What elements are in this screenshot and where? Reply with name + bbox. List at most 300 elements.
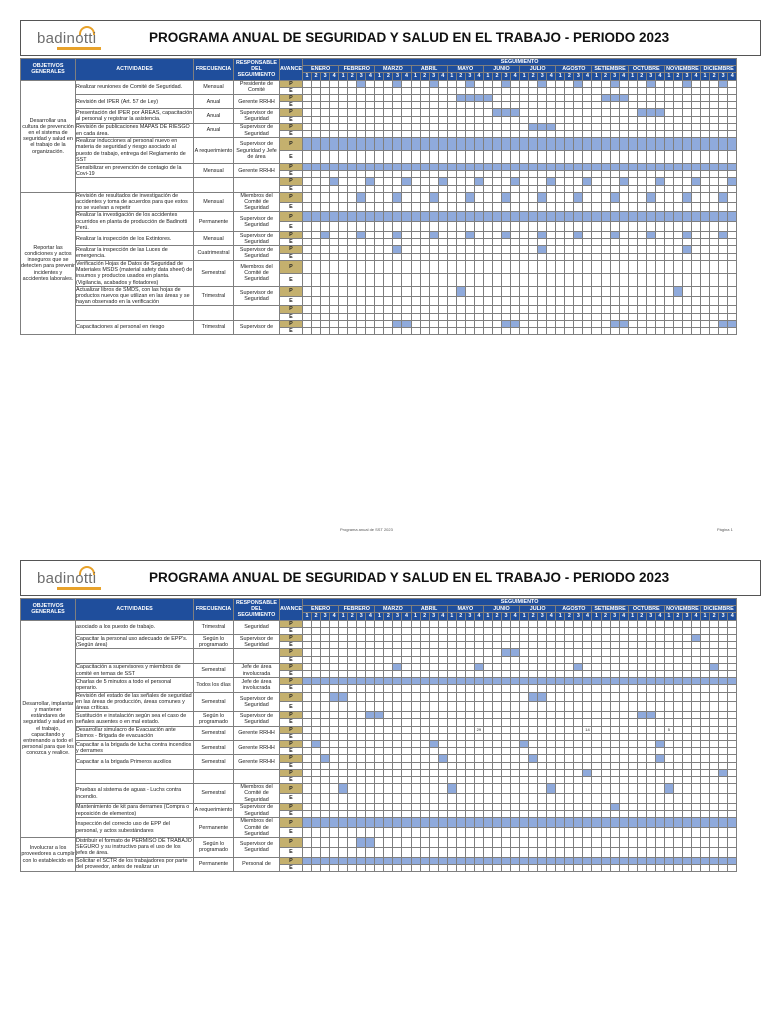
schedule-cell	[673, 109, 682, 116]
executed-cell	[628, 828, 637, 838]
executed-cell	[592, 733, 601, 740]
schedule-cell	[502, 123, 511, 130]
schedule-cell	[601, 635, 610, 642]
header-week: 4	[438, 73, 447, 80]
executed-cell	[339, 185, 348, 192]
executed-cell	[366, 642, 375, 649]
planned-cell	[601, 857, 610, 864]
executed-cell	[691, 671, 700, 678]
planned-cell	[429, 192, 438, 202]
schedule-cell	[728, 769, 737, 776]
header-week: 4	[438, 613, 447, 620]
schedule-cell	[502, 306, 511, 313]
executed-cell	[330, 151, 339, 164]
executed-cell	[456, 864, 465, 871]
executed-cell	[628, 239, 637, 246]
schedule-cell	[520, 246, 529, 253]
schedule-cell	[719, 755, 728, 762]
schedule-cell	[438, 663, 447, 670]
executed-cell	[393, 748, 402, 755]
schedule-cell	[601, 123, 610, 130]
schedule-cell	[565, 663, 574, 670]
schedule-cell	[312, 109, 321, 116]
executed-cell	[339, 327, 348, 334]
schedule-cell	[538, 755, 547, 762]
planned-cell	[366, 712, 375, 719]
schedule-cell	[574, 803, 583, 810]
executed-cell	[646, 847, 655, 857]
schedule-cell	[411, 712, 420, 719]
executed-cell	[592, 627, 601, 634]
schedule-cell	[646, 286, 655, 296]
executed-cell	[456, 151, 465, 164]
schedule-cell	[682, 306, 691, 313]
schedule-cell	[556, 663, 565, 670]
schedule-cell	[701, 192, 710, 202]
schedule-cell	[348, 109, 357, 116]
schedule-cell	[447, 635, 456, 642]
planned-cell	[673, 138, 682, 151]
executed-cell	[520, 642, 529, 649]
schedule-cell	[610, 726, 619, 733]
responsible-cell: Gerente RRHH	[234, 755, 280, 769]
schedule-cell	[438, 123, 447, 130]
planned-cell	[456, 164, 465, 171]
schedule-cell	[682, 260, 691, 273]
planned-cell	[610, 95, 619, 102]
planned-cell	[538, 857, 547, 864]
planned-cell	[375, 857, 384, 864]
executed-cell	[447, 296, 456, 306]
schedule-cell	[646, 649, 655, 656]
planned-cell	[502, 818, 511, 828]
header-week: 3	[502, 73, 511, 80]
executed-cell	[465, 748, 474, 755]
executed-cell	[646, 253, 655, 260]
schedule-cell	[628, 192, 637, 202]
executed-cell	[628, 222, 637, 232]
planned-cell	[502, 232, 511, 239]
planned-cell	[456, 857, 465, 864]
executed-cell	[357, 102, 366, 109]
executed-cell	[710, 202, 719, 212]
executed-cell	[719, 327, 728, 334]
schedule-cell	[456, 246, 465, 253]
executed-cell	[321, 87, 330, 94]
executed-cell	[321, 253, 330, 260]
executed-cell	[628, 656, 637, 663]
executed-cell	[592, 864, 601, 871]
schedule-cell	[728, 663, 737, 670]
schedule-cell	[375, 692, 384, 702]
planned-cell	[492, 678, 501, 685]
planned-cell	[619, 857, 628, 864]
executed-cell	[465, 239, 474, 246]
schedule-cell	[384, 663, 393, 670]
executed-cell	[664, 864, 673, 871]
header-week: 2	[673, 73, 682, 80]
executed-cell	[339, 273, 348, 286]
executed-cell	[402, 239, 411, 246]
frequency-cell: Semestral	[194, 260, 234, 286]
executed-cell	[411, 702, 420, 712]
schedule-cell	[420, 769, 429, 776]
executed-cell	[538, 131, 547, 138]
executed-cell	[691, 222, 700, 232]
executed-cell	[646, 642, 655, 649]
executed-cell	[465, 719, 474, 726]
executed-cell	[357, 733, 366, 740]
schedule-cell	[411, 663, 420, 670]
executed-cell	[429, 87, 438, 94]
schedule-cell	[628, 755, 637, 762]
executed-cell	[511, 748, 520, 755]
executed-cell	[520, 685, 529, 692]
schedule-cell	[393, 837, 402, 847]
executed-cell	[302, 296, 311, 306]
executed-cell	[574, 151, 583, 164]
executed-cell	[375, 296, 384, 306]
schedule-cell	[556, 246, 565, 253]
frequency-cell: Anual	[194, 95, 234, 109]
executed-cell	[302, 273, 311, 286]
schedule-cell	[583, 109, 592, 116]
executed-cell	[556, 131, 565, 138]
schedule-cell	[646, 306, 655, 313]
executed-cell	[538, 748, 547, 755]
header-week: 4	[511, 73, 520, 80]
header-week: 2	[637, 613, 646, 620]
executed-cell	[538, 847, 547, 857]
schedule-cell	[375, 232, 384, 239]
executed-cell	[710, 702, 719, 712]
table-row	[21, 164, 737, 171]
executed-cell	[474, 733, 483, 740]
executed-cell	[402, 719, 411, 726]
executed-cell	[321, 733, 330, 740]
schedule-cell	[719, 306, 728, 313]
executed-cell	[610, 656, 619, 663]
schedule-cell	[402, 260, 411, 273]
executed-cell	[420, 131, 429, 138]
executed-cell	[438, 748, 447, 755]
executed-cell	[529, 102, 538, 109]
avance-e: E	[280, 313, 303, 320]
executed-cell	[330, 671, 339, 678]
executed-cell	[330, 656, 339, 663]
executed-cell	[511, 671, 520, 678]
schedule-cell	[483, 123, 492, 130]
executed-cell	[456, 87, 465, 94]
executed-cell	[411, 733, 420, 740]
schedule-cell	[520, 620, 529, 627]
planned-cell	[492, 857, 501, 864]
executed-cell	[502, 828, 511, 838]
executed-cell	[384, 253, 393, 260]
executed-cell	[646, 185, 655, 192]
planned-cell	[619, 95, 628, 102]
schedule-cell	[628, 769, 637, 776]
executed-cell	[664, 656, 673, 663]
executed-cell	[646, 656, 655, 663]
executed-cell	[330, 685, 339, 692]
planned-cell	[529, 212, 538, 222]
planned-cell	[366, 138, 375, 151]
executed-cell	[556, 811, 565, 818]
executed-cell	[384, 327, 393, 334]
header-week: 2	[710, 613, 719, 620]
header-week: 1	[664, 73, 673, 80]
schedule-cell	[492, 784, 501, 794]
schedule-cell	[302, 123, 311, 130]
planned-cell	[682, 818, 691, 828]
planned-cell	[565, 857, 574, 864]
executed-cell	[302, 239, 311, 246]
executed-cell	[474, 151, 483, 164]
header-week: 1	[302, 613, 311, 620]
executed-cell	[646, 811, 655, 818]
responsible-cell	[234, 306, 280, 320]
executed-cell	[556, 327, 565, 334]
planned-cell	[682, 80, 691, 87]
schedule-cell	[302, 784, 311, 794]
planned-cell	[302, 212, 311, 222]
planned-cell	[447, 678, 456, 685]
executed-cell	[393, 327, 402, 334]
schedule-cell	[547, 769, 556, 776]
executed-cell	[691, 685, 700, 692]
activity-cell: Charlas de 5 minutos a todo el personal operario.	[76, 678, 194, 692]
executed-cell	[529, 702, 538, 712]
executed-cell	[520, 794, 529, 804]
executed-cell	[465, 762, 474, 769]
schedule-cell	[474, 712, 483, 719]
executed-cell	[728, 656, 737, 663]
schedule-cell	[411, 726, 420, 733]
executed-cell	[429, 702, 438, 712]
planned-cell	[465, 138, 474, 151]
executed-cell	[682, 102, 691, 109]
planned-cell	[728, 818, 737, 828]
schedule-cell	[357, 320, 366, 327]
planned-cell	[610, 80, 619, 87]
executed-cell	[312, 847, 321, 857]
schedule-cell	[384, 649, 393, 656]
executed-cell	[511, 702, 520, 712]
responsible-cell: Supervisor de Seguridad	[234, 232, 280, 246]
schedule-cell	[375, 109, 384, 116]
activity-cell: Capacitar a la brigada Primeros auxilios	[76, 755, 194, 769]
schedule-cell	[583, 755, 592, 762]
executed-cell	[429, 102, 438, 109]
executed-cell	[339, 253, 348, 260]
schedule-cell	[483, 837, 492, 847]
executed-cell	[321, 627, 330, 634]
schedule-cell	[664, 635, 673, 642]
schedule-cell	[420, 260, 429, 273]
executed-cell	[646, 87, 655, 94]
header-week: 4	[691, 73, 700, 80]
schedule-cell	[302, 769, 311, 776]
executed-cell	[339, 656, 348, 663]
avance-e: E	[280, 273, 303, 286]
executed-cell	[592, 762, 601, 769]
planned-cell	[691, 212, 700, 222]
executed-cell	[502, 185, 511, 192]
executed-cell	[637, 131, 646, 138]
planned-cell	[728, 320, 737, 327]
schedule-cell	[384, 80, 393, 87]
planned-cell	[375, 212, 384, 222]
header-week: 1	[592, 73, 601, 80]
schedule-cell	[366, 663, 375, 670]
schedule-cell	[375, 123, 384, 130]
executed-cell	[601, 762, 610, 769]
schedule-cell	[538, 320, 547, 327]
table-row	[21, 741, 737, 748]
activity-cell: Revisión del estado de las señales de seguridad en las áreas de producción, áreas comunes y áreas críticas.	[76, 692, 192, 712]
schedule-cell	[565, 803, 574, 810]
schedule-cell	[302, 692, 311, 702]
schedule-cell	[691, 286, 700, 296]
planned-cell	[429, 138, 438, 151]
schedule-cell	[664, 649, 673, 656]
executed-cell	[393, 671, 402, 678]
schedule-cell	[664, 620, 673, 627]
executed-cell	[673, 87, 682, 94]
schedule-cell	[655, 837, 664, 847]
executed-cell	[366, 777, 375, 784]
planned-cell	[474, 178, 483, 185]
schedule-cell	[646, 320, 655, 327]
schedule-cell	[529, 80, 538, 87]
executed-cell	[438, 811, 447, 818]
executed-cell	[348, 748, 357, 755]
executed-cell	[384, 313, 393, 320]
schedule-cell	[321, 109, 330, 116]
schedule-cell	[538, 784, 547, 794]
executed-cell	[402, 685, 411, 692]
schedule-cell	[556, 232, 565, 239]
executed-cell	[673, 116, 682, 123]
executed-cell	[710, 777, 719, 784]
header-actividades: ACTIVIDADES	[76, 59, 194, 81]
avance-e: E	[280, 748, 303, 755]
planned-cell	[637, 212, 646, 222]
executed-cell	[447, 87, 456, 94]
schedule-cell	[302, 109, 311, 116]
schedule-cell	[601, 663, 610, 670]
schedule-cell	[330, 109, 339, 116]
executed-cell	[592, 642, 601, 649]
planned-cell	[366, 678, 375, 685]
schedule-cell	[728, 109, 737, 116]
executed-cell	[474, 131, 483, 138]
executed-cell	[701, 151, 710, 164]
schedule-cell	[701, 649, 710, 656]
executed-cell	[348, 671, 357, 678]
schedule-cell	[682, 320, 691, 327]
avance-p: P	[280, 306, 303, 313]
executed-cell	[465, 642, 474, 649]
executed-cell	[330, 627, 339, 634]
schedule-cell	[701, 726, 710, 733]
executed-cell	[492, 273, 501, 286]
schedule-cell	[701, 755, 710, 762]
executed-cell	[447, 794, 456, 804]
executed-cell	[556, 794, 565, 804]
executed-cell	[728, 864, 737, 871]
executed-cell	[710, 828, 719, 838]
executed-cell	[592, 702, 601, 712]
executed-cell	[655, 102, 664, 109]
schedule-cell	[447, 755, 456, 762]
executed-cell	[574, 87, 583, 94]
schedule-cell	[529, 649, 538, 656]
schedule-cell	[565, 109, 574, 116]
executed-cell	[348, 171, 357, 178]
schedule-cell	[646, 123, 655, 130]
avance-p: P	[280, 755, 303, 762]
executed-cell	[348, 847, 357, 857]
executed-cell	[565, 811, 574, 818]
executed-cell	[483, 748, 492, 755]
schedule-cell	[637, 726, 646, 733]
planned-cell	[728, 212, 737, 222]
schedule-cell	[574, 320, 583, 327]
schedule-cell	[393, 620, 402, 627]
executed-cell	[384, 828, 393, 838]
schedule-cell	[547, 286, 556, 296]
executed-cell	[402, 733, 411, 740]
schedule-cell	[565, 232, 574, 239]
schedule-cell	[438, 109, 447, 116]
planned-cell	[547, 857, 556, 864]
schedule-cell	[601, 178, 610, 185]
executed-cell	[538, 671, 547, 678]
schedule-cell	[538, 260, 547, 273]
frequency-cell: Según lo programado	[194, 837, 234, 857]
schedule-cell	[492, 726, 501, 733]
executed-cell	[302, 811, 311, 818]
executed-cell	[384, 748, 393, 755]
executed-cell	[556, 151, 565, 164]
executed-cell	[529, 847, 538, 857]
executed-cell	[420, 202, 429, 212]
executed-cell	[628, 87, 637, 94]
executed-cell	[664, 794, 673, 804]
executed-cell	[701, 656, 710, 663]
schedule-cell	[710, 712, 719, 719]
executed-cell	[610, 627, 619, 634]
schedule-cell	[411, 755, 420, 762]
planned-cell	[474, 212, 483, 222]
schedule-cell	[339, 635, 348, 642]
schedule-cell	[357, 755, 366, 762]
schedule-cell	[628, 246, 637, 253]
executed-cell	[492, 702, 501, 712]
executed-cell	[330, 702, 339, 712]
executed-cell	[574, 222, 583, 232]
header-week: 4	[366, 613, 375, 620]
executed-cell	[502, 719, 511, 726]
executed-cell	[357, 171, 366, 178]
schedule-cell	[565, 80, 574, 87]
planned-cell	[465, 212, 474, 222]
executed-cell	[691, 327, 700, 334]
schedule-cell	[619, 635, 628, 642]
executed-cell	[655, 296, 664, 306]
